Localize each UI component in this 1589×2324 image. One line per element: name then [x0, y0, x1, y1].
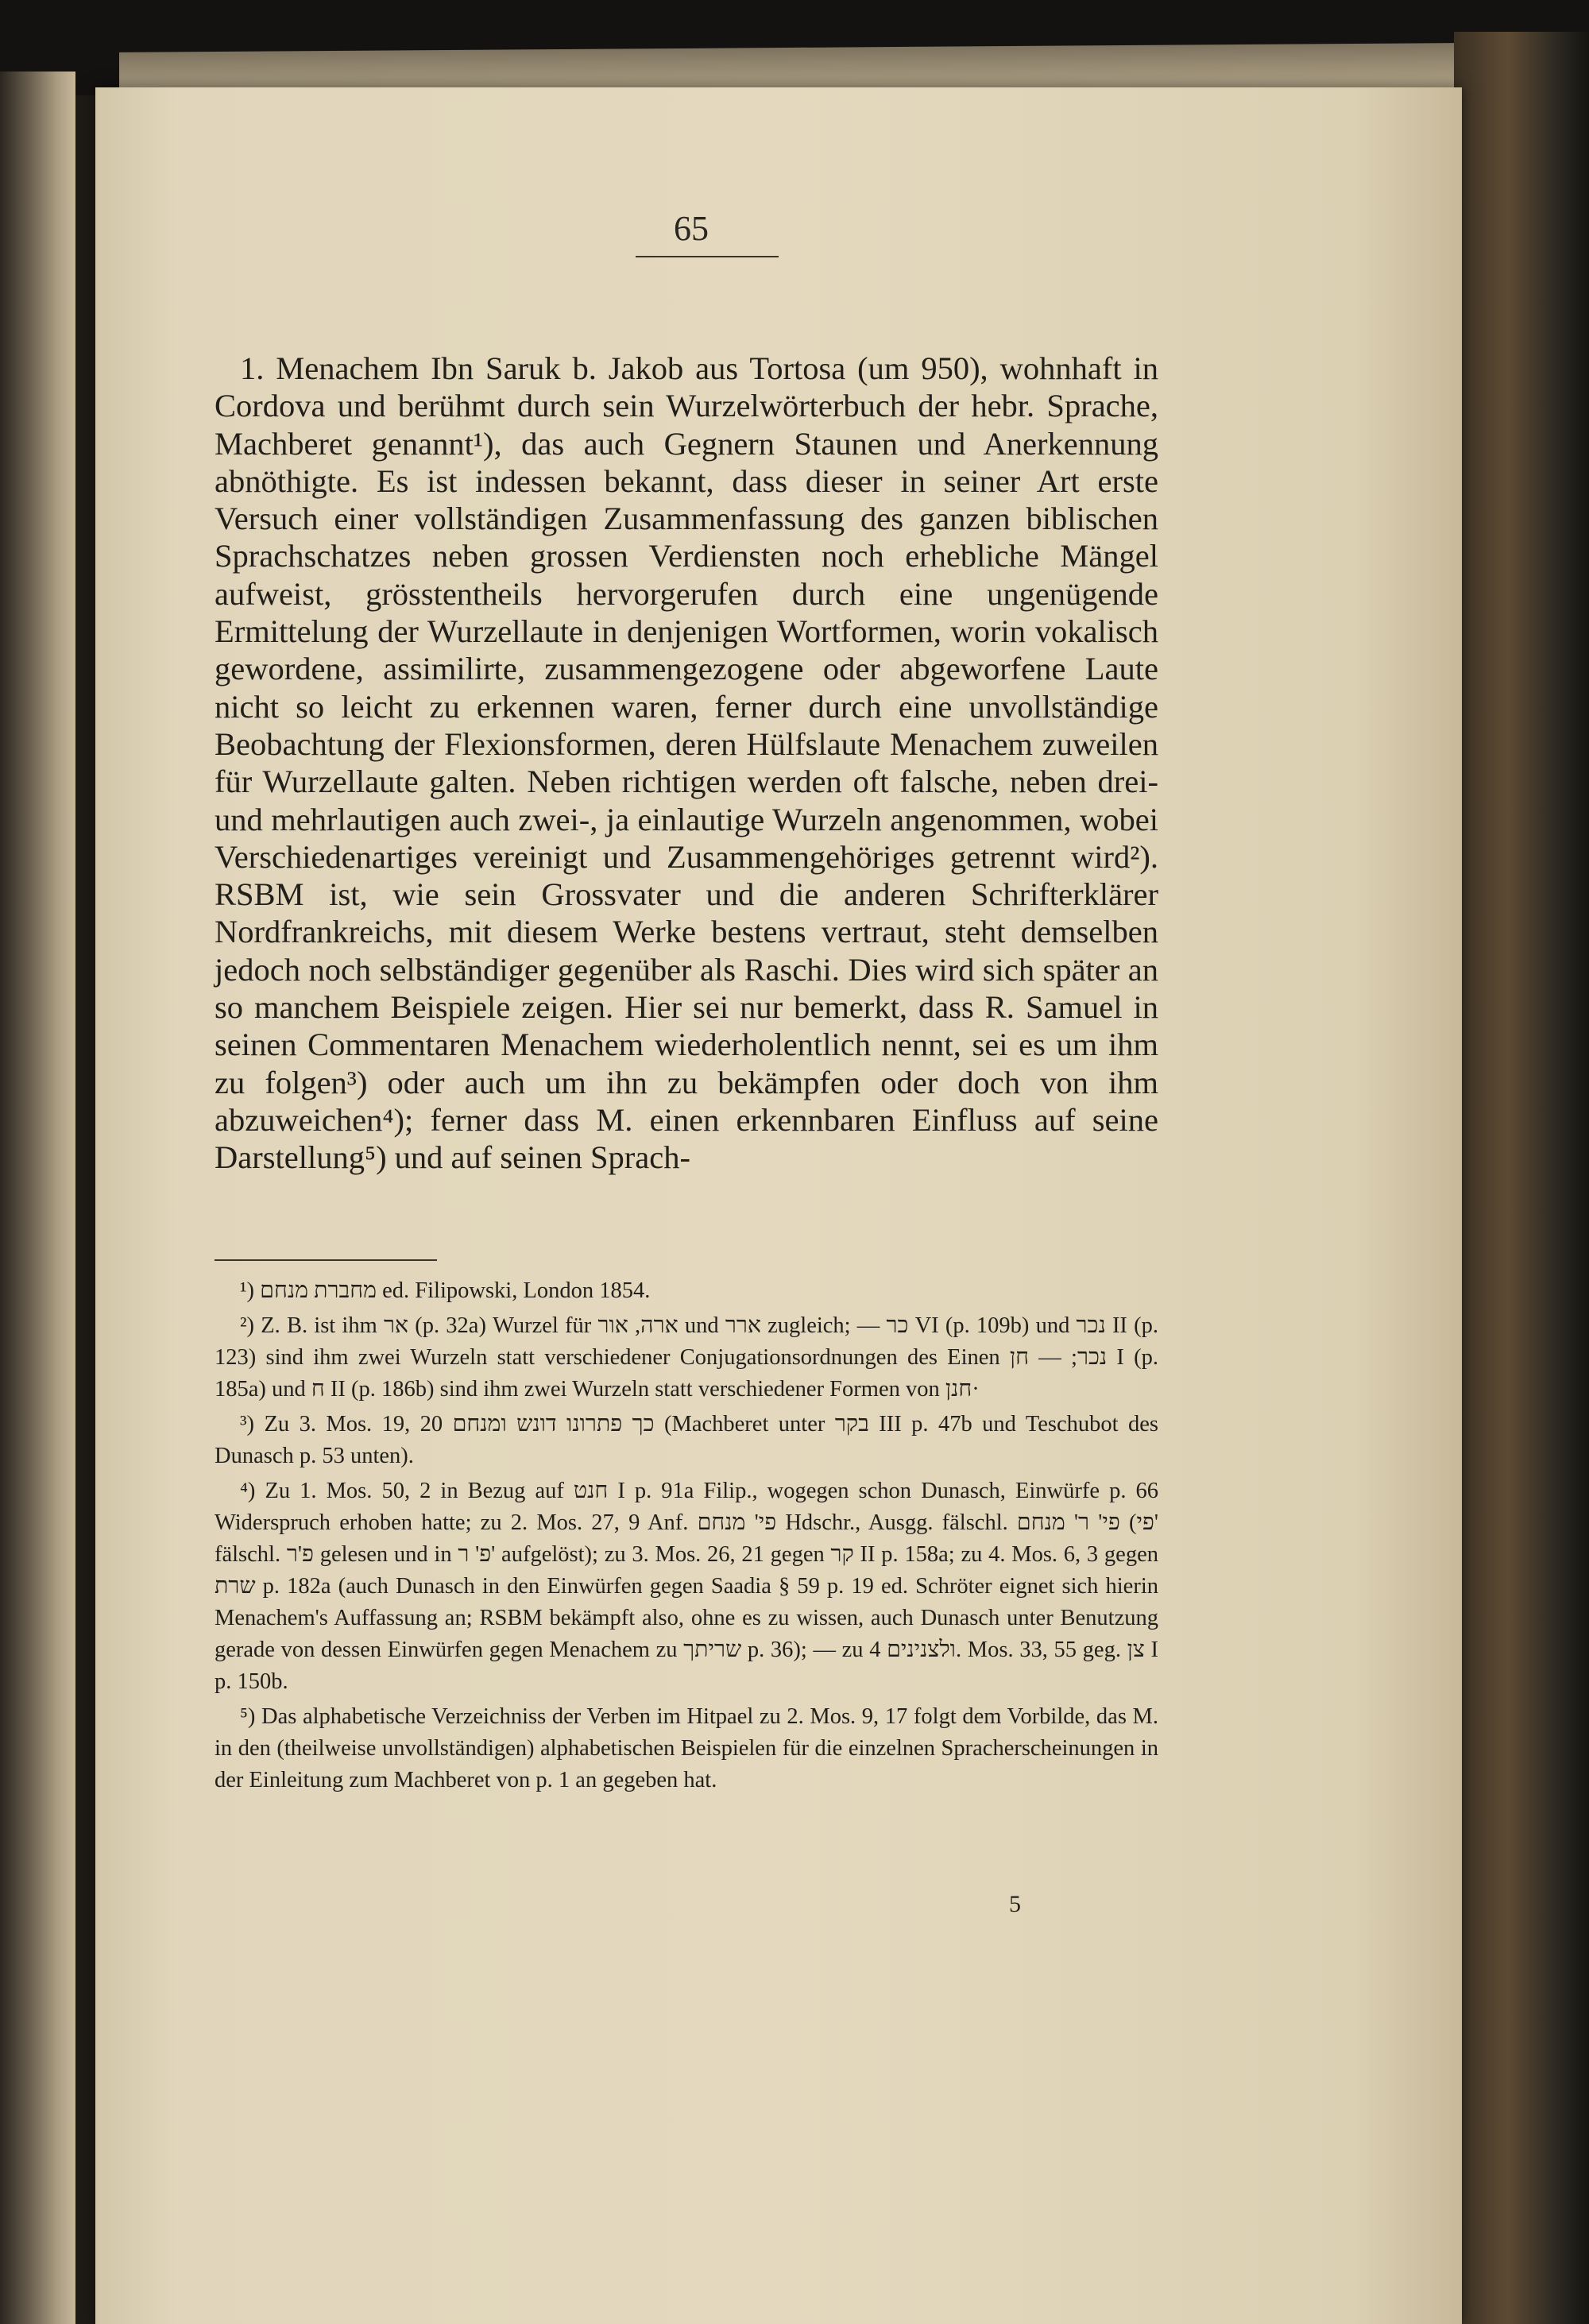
main-paragraph: 1. Menachem Ibn Saruk b. Jakob aus Tortosa (um 950), wohnhaft in Cordova und berühmt durch sein Wurzelwörterbuch der hebr. Sprache, Machberet genannt¹), das auch Gegnern Staunen und Anerkennung abnöthigte. Es ist indessen bekannt, dass dieser in seiner Art erste Versuch einer vollständigen Zusammenfassung des ganzen biblischen Sprachschatzes neben grossen Verdiensten noch erhebliche Mängel aufweist, grösstentheils hervorgerufen durch eine ungenügende Ermittelung der Wurzellaute in denjenigen Wortformen, worin vokalisch gewordene, assimilirte, zusammengezogene oder abgeworfene Laute nicht so leicht zu erkennen waren, ferner durch eine unvollständige Beobachtung der Flexionsformen, deren Hülfslaute Menachem zuweilen für Wurzellaute galten. Neben richtigen werden oft falsche, neben drei- und mehrlautigen auch zwei-, ja einlautige Wurzeln angenommen, wobei Verschiedenartiges vereinigt und Zusammengehöriges getrennt wird²). RSBM ist, wie sein Grossvater und die anderen Schrifterklärer Nordfrankreichs, mit diesem Werke bestens vertraut, steht demselben jedoch noch selbständiger gegenüber als Raschi. Dies wird sich später an so manchem Beispiele zeigen. Hier sei nur bemerkt, dass R. Samuel in seinen Commentaren Menachem wiederholentlich nennt, sei es um ihm zu folgen³) oder auch um ihn zu bekämpfen oder doch von ihm abzuweichen⁴); ferner dass M. einen erkennbaren Einfluss auf seine Darstellung⁵) und auf seinen Sprach-	[215, 350, 1158, 1176]
footnote-1: ¹) מחברת מנחם ed. Filipowski, London 1854.	[240, 1278, 651, 1303]
book-cover-edge	[1454, 32, 1589, 2324]
footnote-5: ⁵) Das alphabetische Verzeichniss der Verben im Hitpael zu 2. Mos. 9, 17 folgt dem Vorbilde, das M. in den (theilweise unvollständigen) alphabetischen Beispielen für die einzelnen Spracherscheinungen in der Einleitung zum Machberet von p. 1 an gegeben hat.	[215, 1704, 1158, 1792]
signature-mark: 5	[1009, 1891, 1021, 1917]
footnote-3: ³) Zu 3. Mos. 19, 20 כך פתרונו דונש ומנחם (Machberet unter בקר III p. 47b und Teschubot des Dunasch p. 53 unten).	[215, 1412, 1158, 1468]
footnotes	[215, 1275, 1158, 1800]
footnote-4: ⁴) Zu 1. Mos. 50, 2 in Bezug auf חנט I p. 91a Filip., wogegen schon Dunasch, Einwürfe p. 66 Widerspruch erhoben hatte; zu 2. Mos. 27, 9 Anf. פי' מנחם Hdschr., Ausgg. fälschl. פי' ר' מנחם (פי' fälschl. פ'ר gelesen und in פ' ר' aufgelöst); zu 3. Mos. 26, 21 gegen קר II p. 158a; zu 4. Mos. 6, 3 gegen שרת p. 182a (auch Dunasch in den Einwürfen gegen Saadia § 59 p. 19 ed. Schröter eignet sich hierin Menachem's Auffassung an; RSBM bekämpft also, ohne es zu wissen, auch Dunasch unter Benutzung gerade von dessen Einwürfen gegen Menachem zu שריתך p. 36); — zu ולצנינים 4. Mos. 33, 55 geg. צן I p. 150b.	[215, 1479, 1158, 1694]
page-number: 65	[674, 209, 709, 248]
footnote-2: ²) Z. B. ist ihm אר (p. 32a) Wurzel für ארה, אור und ארר zugleich; — כר VI (p. 109b) und נכר II (p. 123) sind ihm zwei Wurzeln statt verschiedener Conjugationsordnungen des Einen נכר; — חן I (p. 185a) und ח II (p. 186b) sind ihm zwei Wurzeln statt verschiedener Formen von חנן·	[215, 1313, 1159, 1402]
page-number-rule	[636, 256, 779, 257]
previous-page-edge	[0, 72, 75, 2324]
footnote-rule	[215, 1259, 437, 1261]
